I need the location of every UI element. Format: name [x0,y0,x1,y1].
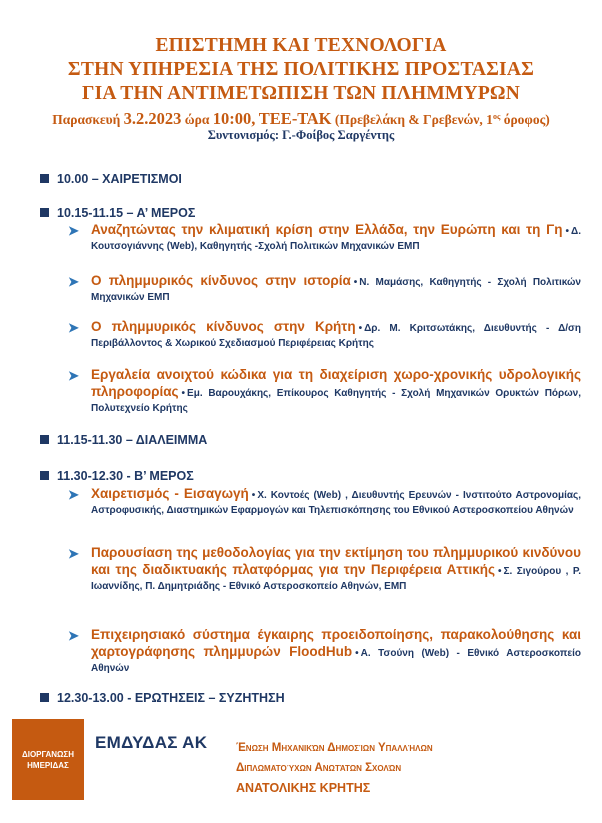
arrow-bullet-icon: ➤ [68,274,79,289]
organizer-name-line3: ΑΝΑΤΟΛΙΚΗΣ ΚΡΗΤΗΣ [236,781,371,795]
talk-speaker: Ν. Μαμάσης, Καθηγητής - Σχολή Πολιτικών Μηχανικών ΕΜΠ [91,277,581,303]
agenda-item: ➤ Χαιρετισμός - Εισαγωγή • Χ. Κοντοές (Web) , Διευθυντής Ερευνών - Ινστιτούτο Αστρονομίας, Αστροφυσικής, Διαστημικών Εφαρμογών και Τηλεπισκόπησης του Εθνικού Αστεροσκοπείου Αθηνών [68,486,581,516]
event-date: 3.2.2023 [123,109,182,128]
square-bullet-icon [40,471,49,480]
talk-title: Αναζητώντας την κλιματική κρίση στην Ελλάδα, την Ευρώπη και τη Γη [91,222,563,237]
arrow-bullet-icon: ➤ [68,368,79,383]
talk-title: Επιχειρησιακό σύστημα έγκαιρης προειδοποίησης, παρακολούθησης και χαρτογράφησης πλημμυρών FloodHub [91,627,581,659]
title-line-2: ΣΤΗΝ ΥΠΗΡΕΣΙΑ ΤΗΣ ΠΟΛΙΤΙΚΗΣ ΠΡΟΣΤΑΣΙΑΣ [67,59,535,80]
talk-speaker: Εμ. Βαρουχάκης, Επίκουρος Καθηγητής - Σχολή Μηχανικών Ορυκτών Πόρων, Πολυτεχνείο Κρήτης [91,388,581,414]
section-part-b: 11.30-12.30 - Β’ ΜΕΡΟΣ [40,468,194,484]
agenda-item: ➤ Παρουσίαση της μεθοδολογίας για την εκτίμηση του πλημμυρικού κινδύνου και της διαδικτυακής πλατφόρμας για την Περιφέρεια Αττικής • Σ. Σιγούρου , Ρ. Ιωαννίδης, Π. Δημητριάδης - Εθνικό Αστεροσκοπείο Αθηνών, ΕΜΠ [68,545,581,592]
event-time: 10:00, [212,109,256,128]
talk-speaker: Δρ. Μ. Κριτσωτάκης, Διευθυντής - Δ/ση Περιβάλλοντος & Χωρικού Σχεδιασμού Περιφέρειας Κρήτης [91,323,581,349]
document-header [0,34,602,143]
organizer-full-name [236,738,433,798]
talk-title: Εργαλεία ανοιχτού κώδικα για τη διαχείριση χωρο-χρονικής υδρολογικής πληροφορίας [91,367,581,399]
venue-detail: (Πρεβελάκη & Γρεβενών, $1^{o\varsigma}$ όροφος) [334,112,550,127]
coordination-line: Συντονισμός: Γ.-Φοίβος Σαργέντης [207,128,395,142]
title-line-1: ΕΠΙΣΤΗΜΗ ΚΑΙ ΤΕΧΝΟΛΟΓΙΑ [155,35,447,56]
talk-title: Ο πλημμυρικός κίνδυνος στην ιστορία [91,273,351,288]
square-bullet-icon [40,208,49,217]
event-venue: ΤΕΕ-ΤΑΚ [258,109,332,128]
section-part-a: 10.15-11.15 – Α’ ΜΕΡΟΣ [40,205,195,221]
date-venue-line [0,108,602,128]
talk-title: Χαιρετισμός - Εισαγωγή [91,486,249,501]
organizer-abbreviation: ΕΜΔΥΔΑΣ ΑΚ [95,733,208,752]
talk-speaker: Α. Τσούνη (Web) - Εθνικό Αστεροσκοπείο Αθηνών [91,648,581,674]
section-break: 11.15-11.30 – ΔΙΑΛΕΙΜΜΑ [40,432,207,448]
talk-speaker: Χ. Κοντοές (Web) , Διευθυντής Ερευνών - Ινστιτούτο Αστρονομίας, Αστροφυσικής, Διαστημικών Εφαρμογών και Τηλεπισκόπησης του Εθνικού Αστεροσκοπείου Αθηνών [91,490,581,516]
talk-title: Ο πλημμυρικός κίνδυνος στην Κρήτη [91,319,356,334]
agenda-item: ➤ Αναζητώντας την κλιματική κρίση στην Ελλάδα, την Ευρώπη και τη Γη • Δ. Κουτσογιάννης (Web), Καθηγητής -Σχολή Πολιτικών Μηχανικών ΕΜΠ [68,222,581,252]
agenda-item: ➤ Εργαλεία ανοιχτού κώδικα για τη διαχείριση χωρο-χρονικής υδρολογικής πληροφορίας • Εμ. Βαρουχάκης, Επίκουρος Καθηγητής - Σχολή Μηχανικών Ορυκτών Πόρων, Πολυτεχνείο Κρήτης [68,367,581,414]
talk-speaker: Σ. Σιγούρου , Ρ. Ιωαννίδης, Π. Δημητριάδης - Εθνικό Αστεροσκοπείο Αθηνών, ΕΜΠ [91,566,581,592]
agenda-item: ➤ Επιχειρησιακό σύστημα έγκαιρης προειδοποίησης, παρακολούθησης και χαρτογράφησης πλημμυρών FloodHub • Α. Τσούνη (Web) - Εθνικό Αστεροσκοπείο Αθηνών [68,627,581,674]
agenda-item: ➤ Ο πλημμυρικός κίνδυνος στην Κρήτη • Δρ. Μ. Κριτσωτάκης, Διευθυντής - Δ/ση Περιβάλλοντος & Χωρικού Σχεδιασμού Περιφέρειας Κρήτης [68,319,581,349]
arrow-bullet-icon: ➤ [68,320,79,335]
talk-speaker: Δ. Κουτσογιάννης (Web), Καθηγητής -Σχολή Πολιτικών Μηχανικών ΕΜΠ [91,226,581,252]
organizer-name-line2: Διπλωματούχων Ανωτάτων Σχολών [236,762,402,774]
organizer-badge-line2: ΗΜΕΡΙΔΑΣ [27,760,69,770]
square-bullet-icon [40,435,49,444]
arrow-bullet-icon: ➤ [68,223,79,238]
arrow-bullet-icon: ➤ [68,546,79,561]
section-discussion: 12.30-13.00 - ΕΡΩΤΗΣΕΙΣ – ΣΥΖΗΤΗΣΗ [40,690,285,706]
title-line-3: ΓΙΑ ΤΗΝ ΑΝΤΙΜΕΤΩΠΙΣΗ ΤΩΝ ΠΛΗΜΜΥΡΩΝ [81,83,521,104]
day-label: Παρασκευή [52,112,121,127]
time-label: ώρα [184,112,210,127]
organizer-badge-line1: ΔΙΟΡΓΑΝΩΣΗ [21,749,74,759]
organizer-name-line1: Ένωση Μηχανικών Δημοσίων Υπαλλήλων [236,742,433,754]
square-bullet-icon [40,693,49,702]
arrow-bullet-icon: ➤ [68,628,79,643]
arrow-bullet-icon: ➤ [68,487,79,502]
talk-title: Παρουσίαση της μεθοδολογίας για την εκτίμηση του πλημμυρικού κινδύνου και της διαδικτυακής πλατφόρμας για την Περιφέρεια Αττικής [91,545,581,577]
organizer-badge [12,719,84,800]
section-greetings: 10.00 – ΧΑΙΡΕΤΙΣΜΟΙ [40,171,182,187]
agenda-item: ➤ Ο πλημμυρικός κίνδυνος στην ιστορία • Ν. Μαμάσης, Καθηγητής - Σχολή Πολιτικών Μηχανικών ΕΜΠ [68,273,581,303]
square-bullet-icon [40,174,49,183]
